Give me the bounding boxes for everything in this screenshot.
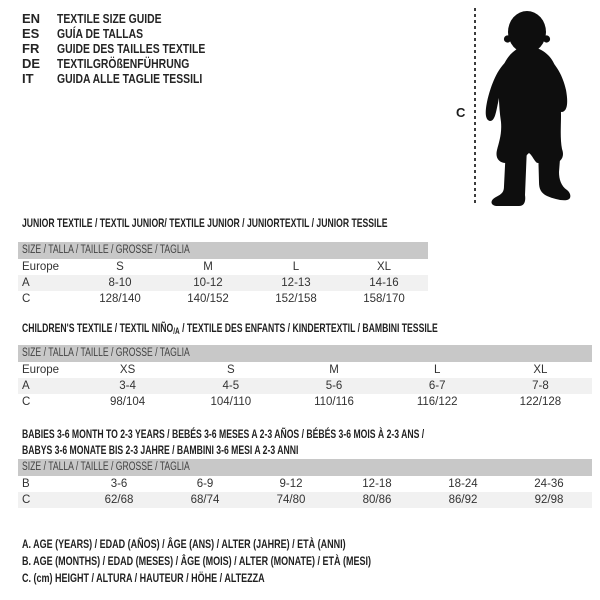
size-cell: XS (119, 364, 136, 376)
row-label: C (22, 396, 31, 408)
age-cell: 7-8 (532, 380, 549, 392)
baby-silhouette-icon (482, 6, 578, 211)
language-label: GUIDE DES TAILLES TEXTILE (57, 41, 206, 56)
age-cell: 24-36 (534, 478, 564, 490)
language-label: GUIDA ALLE TAGLIE TESSILI (57, 71, 203, 86)
language-row-es (22, 26, 242, 41)
size-header-bar: SIZE / TALLA / TAILLE / GRÖSSE / TAGLIA (18, 459, 592, 476)
size-cell: L (292, 261, 300, 273)
table-row (18, 394, 592, 410)
size-cell: XL (376, 261, 392, 273)
age-cell: 12-18 (362, 478, 392, 490)
height-cell: 140/152 (187, 293, 229, 305)
height-cell: 62/68 (104, 494, 134, 506)
size-cell: S (226, 364, 235, 376)
table-row (18, 476, 592, 492)
age-cell: 4-5 (222, 380, 240, 392)
row-label: A (22, 380, 30, 392)
height-cell: 98/104 (110, 396, 146, 408)
row-label: B (22, 478, 30, 490)
table-row (18, 291, 428, 307)
height-cell: 74/80 (276, 494, 306, 506)
junior-size-table (18, 242, 428, 307)
language-row-it (22, 71, 242, 86)
age-cell: 10-12 (193, 277, 223, 289)
language-code: DE (22, 56, 41, 71)
age-cell: 9-12 (279, 478, 303, 490)
language-label: GUÍA DE TALLAS (57, 26, 144, 41)
row-label: C (22, 293, 31, 305)
size-cell: L (434, 364, 441, 376)
note-age-years: A. AGE (YEARS) / EDAD (AÑOS) / ÂGE (ANS) / ALTER (JAHRE) / ETÀ (ANNI) (22, 537, 346, 551)
language-guide (22, 11, 242, 86)
height-cell: 152/158 (275, 293, 317, 305)
age-cell: 3-4 (119, 380, 136, 392)
height-cell: 128/140 (99, 293, 141, 305)
height-cell: 86/92 (448, 494, 478, 506)
size-header-bar: SIZE / TALLA / TAILLE / GRÖSSE / TAGLIA (18, 242, 428, 259)
height-cell: 92/98 (534, 494, 564, 506)
table-row (18, 275, 428, 291)
size-cell: M (329, 364, 339, 376)
language-code: IT (22, 71, 34, 86)
size-header-bar: SIZE / TALLA / TAILLE / GRÖSSE / TAGLIA (18, 345, 592, 362)
size-cell: S (116, 261, 124, 273)
language-row-en (22, 11, 242, 26)
language-code: EN (22, 11, 41, 26)
height-cell: 158/170 (363, 293, 405, 305)
table-row (18, 362, 592, 378)
row-label: Europe (22, 261, 60, 273)
size-cell: M (203, 261, 213, 273)
age-cell: 12-13 (281, 277, 311, 289)
section-heading-babies-line2: BABYS 3-6 MONATE BIS 2-3 JAHRE / BAMBINI 3-6 MESI A 2-3 ANNI (22, 443, 299, 457)
babies-size-table (18, 459, 592, 508)
children-size-table (18, 345, 592, 410)
language-code: FR (22, 41, 40, 56)
language-label: TEXTILE SIZE GUIDE (57, 11, 162, 26)
age-cell: 8-10 (108, 277, 132, 289)
height-cell: 80/86 (362, 494, 392, 506)
height-measure-label: C (456, 105, 466, 120)
section-heading-babies-line1: BABIES 3-6 MONTH TO 2-3 YEARS / BEBÉS 3-6 MESES A 2-3 AÑOS / BÉBÉS 3-6 MOIS À 2-3 ANS / (22, 427, 425, 441)
table-row (18, 259, 428, 275)
height-cell: 68/74 (190, 494, 220, 506)
age-cell: 6-9 (196, 478, 214, 490)
table-row (18, 492, 592, 508)
age-cell: 18-24 (448, 478, 478, 490)
height-cell: 116/122 (416, 396, 458, 408)
language-code: ES (22, 26, 40, 41)
height-cell: 110/116 (314, 396, 354, 408)
height-cell: 122/128 (519, 396, 562, 408)
age-cell: 6-7 (428, 380, 446, 392)
table-row (18, 378, 592, 394)
row-label: Europe (22, 364, 60, 376)
row-label: C (22, 494, 31, 506)
section-heading-children: CHILDREN'S TEXTILE / TEXTIL $NIÑO_{/A}$ / TEXTILE DES ENFANTS / KINDERTEXTIL / BAMBINI TESSILE (22, 321, 438, 336)
row-label: A (22, 277, 30, 289)
height-dashed-line (474, 8, 476, 206)
language-row-de (22, 56, 242, 71)
note-height-cm: C. (cm) HEIGHT / ALTURA / HAUTEUR / HÖHE / ALTEZZA (22, 571, 265, 585)
note-age-months: B. AGE (MONTHS) / EDAD (MESES) / ÂGE (MOIS) / ALTER (MONATE) / ETÀ (MESI) (22, 554, 371, 568)
language-row-fr (22, 41, 242, 56)
age-cell: 14-16 (369, 277, 399, 289)
age-cell: 3-6 (110, 478, 128, 490)
size-cell: XL (533, 364, 548, 376)
language-label: TEXTILGRÖßENFÜHRUNG (57, 56, 190, 71)
section-heading-junior: JUNIOR TEXTILE / TEXTIL JUNIOR/ TEXTILE JUNIOR / JUNIORTEXTIL / JUNIOR TESSILE (22, 216, 388, 230)
age-cell: 5-6 (325, 380, 343, 392)
height-cell: 104/110 (210, 396, 252, 408)
